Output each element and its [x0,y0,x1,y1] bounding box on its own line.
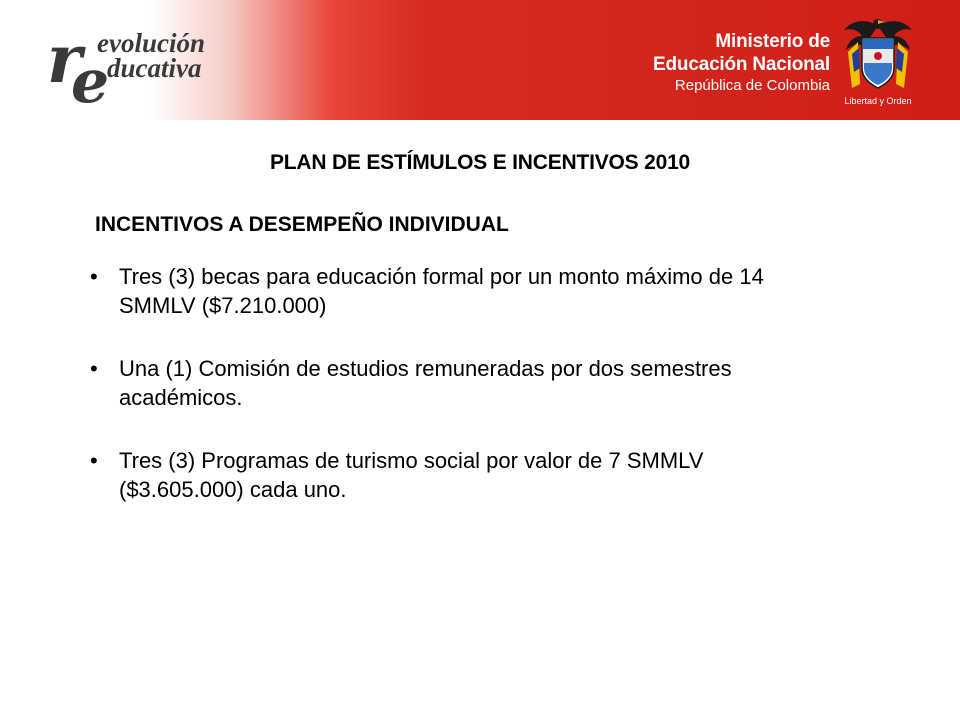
header-banner [0,0,960,120]
bullet-dot-icon: • [90,448,98,473]
ministry-line1: Ministerio de [715,31,830,52]
logo-line1: evolución [97,28,205,58]
bullet-dot-icon: • [90,264,98,289]
bullet-item [90,262,770,320]
crest-motto: Libertad y Orden [844,96,912,106]
revolucion-educativa-logo [45,20,255,105]
bullet-list [90,262,770,538]
bullet-item [90,354,770,412]
slide-subtitle: INCENTIVOS A DESEMPEÑO INDIVIDUAL [95,213,509,236]
coat-of-arms-icon [838,12,918,94]
ministry-name [650,30,830,96]
revolucion-educativa-logo-graphic [45,20,255,105]
colombia-coat-of-arms [838,12,918,112]
ministry-line3: República de Colombia [674,77,830,94]
svg-text:r: r [47,20,82,98]
bullet-text: Tres (3) becas para educación formal por un monto máximo de 14 SMMLV ($7.210.000) [119,264,764,318]
bullet-text: Una (1) Comisión de estudios remuneradas por dos semestres académicos. [119,356,732,410]
ministry-line2: Educación Nacional [653,54,830,75]
bullet-dot-icon: • [90,356,98,381]
svg-text:e: e [71,47,110,105]
bullet-item [90,446,770,504]
logo-line2: ducativa [107,53,202,83]
bullet-text: Tres (3) Programas de turismo social por valor de 7 SMMLV ($3.605.000) cada uno. [119,448,704,502]
slide-title: PLAN DE ESTÍMULOS E INCENTIVOS 2010 [269,151,691,174]
